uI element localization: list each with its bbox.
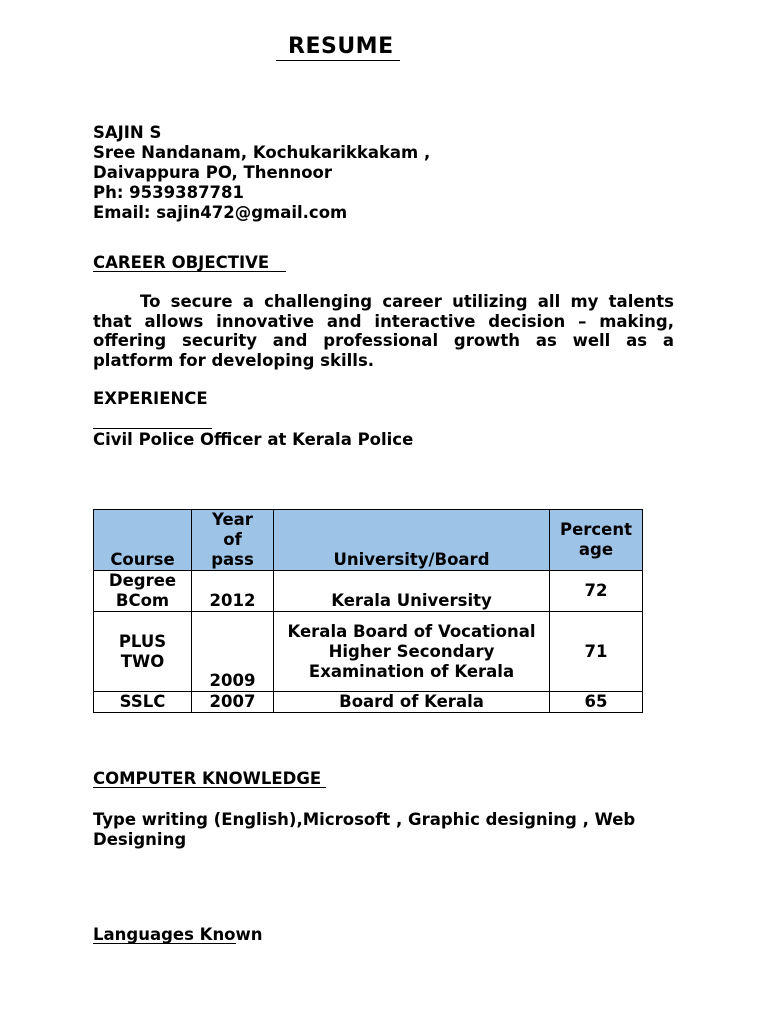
education-table-header-row: [94, 510, 643, 571]
table-row: [94, 692, 643, 713]
experience-underline: [93, 428, 212, 429]
table-row: [94, 612, 643, 692]
career-objective-heading: CAREER OBJECTIVE: [93, 253, 270, 272]
header-university: University/Board: [274, 510, 550, 571]
contact-name: SAJIN S: [93, 123, 162, 142]
row-course: PLUS TWO: [94, 612, 192, 692]
header-course: Course: [94, 510, 192, 571]
header-year: Year of pass: [192, 510, 274, 571]
education-table: [93, 509, 643, 713]
table-row: [94, 571, 643, 612]
row-university: Kerala University: [274, 571, 550, 612]
languages-heading: Languages Known: [93, 925, 263, 944]
header-percentage: Percentage: [550, 510, 643, 571]
row-course: SSLC: [94, 692, 192, 713]
row-year: 2012: [192, 571, 274, 612]
computer-knowledge-heading: COMPUTER KNOWLEDGE: [93, 769, 322, 788]
computer-knowledge-underline: [93, 787, 326, 788]
row-course: Degree BCom: [94, 571, 192, 612]
contact-phone: Ph: 9539387781: [93, 183, 244, 202]
computer-knowledge-text: Type writing (English),Microsoft , Graphic designing , Web Designing: [93, 810, 636, 849]
page-title: RESUME: [288, 34, 394, 59]
languages-underline: [93, 943, 236, 944]
title-underline: [276, 60, 400, 61]
row-percentage: 65: [550, 692, 643, 713]
experience-item: Civil Police Officer at Kerala Police: [93, 430, 414, 449]
career-objective-underline: [93, 271, 286, 272]
contact-address-line-2: Daivappura PO, Thennoor: [93, 163, 333, 182]
row-percentage: 72: [550, 571, 643, 612]
contact-email: Email: sajin472@gmail.com: [93, 203, 348, 222]
row-university: Kerala Board of Vocational Higher Secondary Examination of Kerala: [274, 612, 550, 692]
row-year: 2007: [192, 692, 274, 713]
row-year: 2009: [192, 612, 274, 692]
career-objective-text: To secure a challenging career utilizing all my talents that allows innovative and interactive decision – making, offering security and professional growth as well as a platform for developing skills.: [93, 292, 674, 370]
contact-address-line-1: Sree Nandanam, Kochukarikkakam ,: [93, 143, 431, 162]
contact-block: [93, 123, 430, 223]
row-university: Board of Kerala: [274, 692, 550, 713]
experience-heading: EXPERIENCE: [93, 389, 208, 408]
row-percentage: 71: [550, 612, 643, 692]
